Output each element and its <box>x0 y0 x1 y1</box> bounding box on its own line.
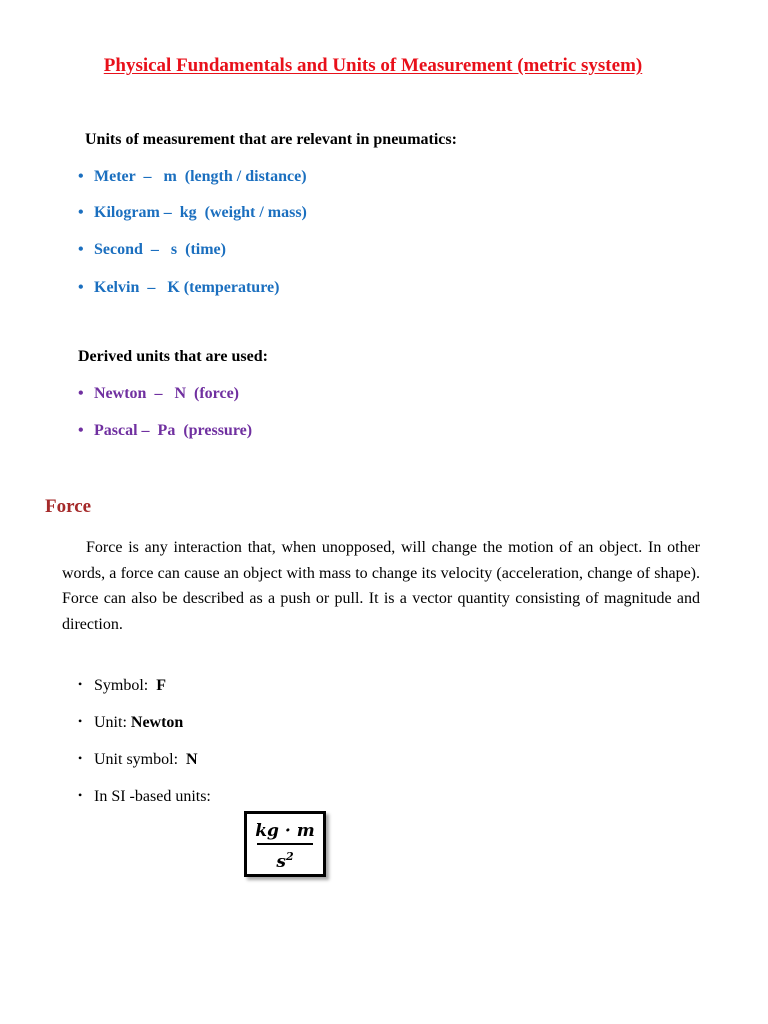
units-heading: Units of measurement that are relevant in pneumatics: <box>85 131 457 148</box>
property-label: Unit symbol: <box>94 751 187 768</box>
list-item-text: Pascal – Pa (pressure) <box>94 422 253 439</box>
page-title: Physical Fundamentals and Units of Measurement (metric system) <box>103 55 643 76</box>
si-unit-formula <box>244 811 326 877</box>
formula-fraction <box>247 822 323 871</box>
bullet: • <box>78 677 83 691</box>
property-symbol <box>78 677 166 695</box>
list-item-text: Meter – m (length / distance) <box>94 168 307 185</box>
property-unit-symbol <box>78 751 198 769</box>
list-item-text: Kelvin – K (temperature) <box>94 279 280 296</box>
list-item-meter <box>78 168 307 186</box>
list-item-kelvin <box>78 279 279 297</box>
fraction-bar <box>257 843 313 845</box>
list-item-text: Newton – N (force) <box>94 385 239 402</box>
property-label: Unit: <box>94 714 131 731</box>
force-paragraph: Force is any interaction that, when unopposed, will change the motion of an object. In other words, a force can cause an object with mass to change its velocity (acceleration, change of shape). Force can also be described as a push or pull. It is a vector quantity consisting of magnitude and direction. <box>62 539 700 633</box>
list-item-newton <box>78 385 239 403</box>
bullet: • <box>78 788 83 802</box>
derived-heading: Derived units that are used: <box>78 348 268 365</box>
bullet: • <box>78 385 84 402</box>
list-item-text: Second – s (time) <box>94 241 226 258</box>
formula-denominator: s <box>276 852 286 872</box>
formula-exponent: 2 <box>285 850 294 863</box>
bullet: • <box>78 241 84 258</box>
property-value: Newton <box>130 714 184 731</box>
formula-numerator: kg · m <box>255 821 315 841</box>
property-label: Symbol: <box>94 677 157 694</box>
bullet: • <box>78 279 84 296</box>
list-item-text: Kilogram – kg (weight / mass) <box>94 204 307 221</box>
property-unit <box>78 714 183 732</box>
bullet: • <box>78 714 83 728</box>
property-value: N <box>186 751 198 768</box>
property-label: In SI -based units: <box>94 788 211 805</box>
list-item-pascal <box>78 422 252 440</box>
bullet: • <box>78 751 83 765</box>
property-si-units <box>78 788 211 806</box>
bullet: • <box>78 168 84 185</box>
formula-denominator-wrap <box>247 848 323 871</box>
bullet: • <box>78 204 84 221</box>
property-value: F <box>156 677 167 694</box>
list-item-kilogram <box>78 204 307 222</box>
bullet: • <box>78 422 84 439</box>
section-heading-force: Force <box>45 496 92 517</box>
list-item-second <box>78 241 226 259</box>
